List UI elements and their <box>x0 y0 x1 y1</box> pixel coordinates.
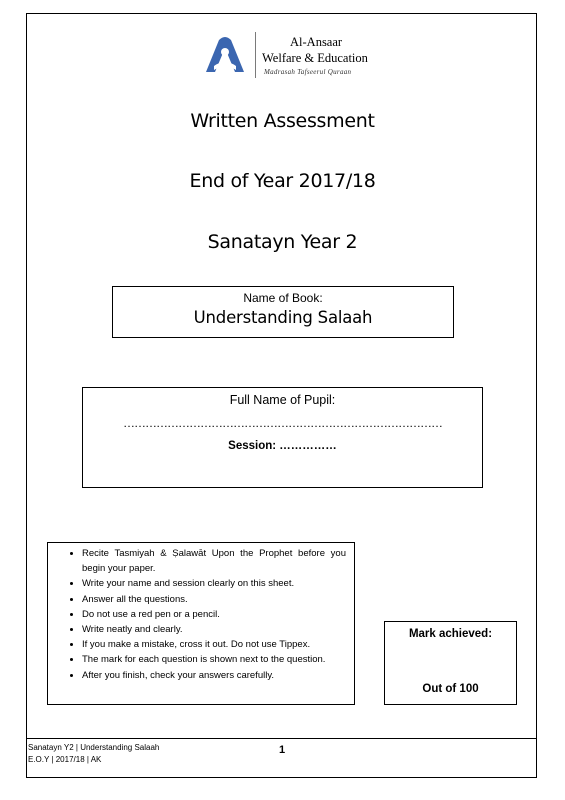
book-name-box <box>112 286 454 338</box>
page-number: 1 <box>279 744 286 756</box>
logo-divider <box>255 32 256 78</box>
footer-line1: Sanatayn Y2 | Understanding Salaah <box>28 743 160 752</box>
instruction-item: • Recite Tasmiyah & Ṣalawāt Upon the Prophet before you begin your paper. <box>82 546 346 576</box>
pupil-name-label: Full Name of Pupil: <box>229 393 336 407</box>
assessment-title: Written Assessment <box>190 110 375 132</box>
al-ansaar-emblem-icon <box>202 36 248 74</box>
mark-total: Out of 100 <box>422 683 479 695</box>
mark-box <box>384 621 517 705</box>
pupil-name-line: …………………………………………………………………………… <box>123 416 442 430</box>
instructions-box <box>47 542 355 705</box>
instruction-item: • Write your name and session clearly on this sheet. <box>82 576 346 591</box>
mark-achieved-label: Mark achieved: <box>408 628 493 640</box>
footer-line2: E.O.Y | 2017/18 | AK <box>28 755 102 764</box>
organisation-name-line2: Welfare & Education <box>262 51 368 65</box>
book-title: Understanding Salaah <box>193 308 373 327</box>
pupil-details-box <box>82 387 483 488</box>
instruction-item: • Write neatly and clearly. <box>82 622 346 637</box>
instruction-item: • Do not use a red pen or a pencil. <box>82 607 346 622</box>
instruction-item: • The mark for each question is shown next to the question. <box>82 652 346 667</box>
organisation-name-line1: Al-Ansaar <box>290 35 343 49</box>
footer-info <box>28 742 159 766</box>
book-name-label: Name of Book: <box>243 291 323 305</box>
organisation-tagline: Madrasah Tafseerul Quraan <box>264 68 352 76</box>
instructions-list <box>62 546 346 683</box>
instruction-item: • Answer all the questions. <box>82 592 346 607</box>
instruction-item: • After you finish, check your answers carefully. <box>82 668 346 683</box>
footer-divider <box>26 738 537 739</box>
session-line: Session: …………… <box>228 440 337 452</box>
organisation-name <box>262 34 368 78</box>
instruction-item: • If you make a mistake, cross it out. Do not use Tippex. <box>82 637 346 652</box>
assessment-year: Sanatayn Year 2 <box>207 231 358 253</box>
assessment-term: End of Year 2017/18 <box>189 170 376 192</box>
